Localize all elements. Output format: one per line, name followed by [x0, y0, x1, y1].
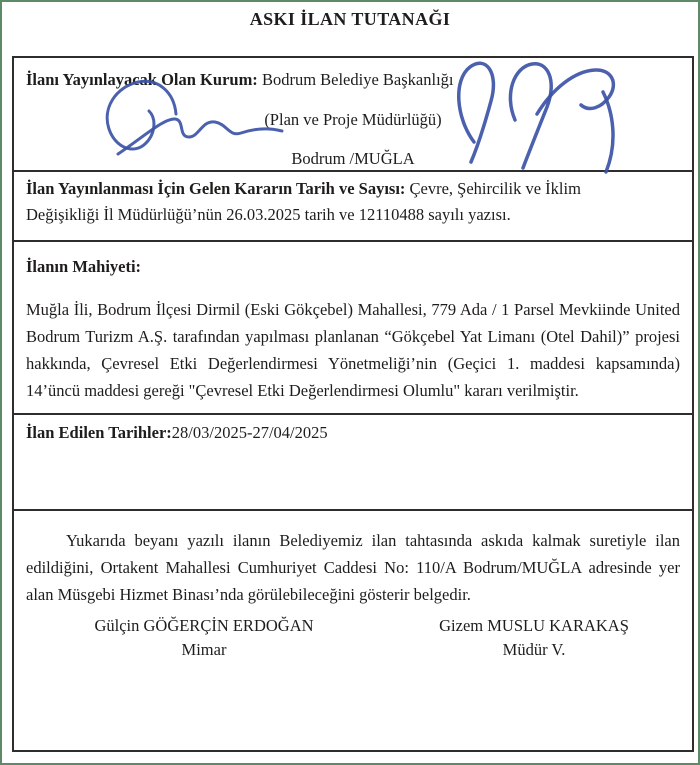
nature-body: Muğla İli, Bodrum İlçesi Dirmil (Eski Gökçebel) Mahallesi, 779 Ada / 1 Parsel Mevkiinde United Bodrum Turizm A.Ş. tarafından yapılması planlanan “Gökçebel Yat Limanı (Otel Dahil)” projesi hakkında, Çevresel Etki Değerlendirmesi Yönetmeliği’nin (Geçici 1. maddesi kapsamında) 14’üncü maddesi gereği "Çevresel Etki Değerlendirmesi Olumlu" kararı verilmiştir.	[26, 300, 680, 400]
section-announcement-nature	[14, 240, 692, 413]
signer-title: Müdür V.	[502, 640, 566, 659]
dates-line	[26, 420, 680, 446]
signature-block-left	[59, 614, 349, 662]
institution-value: Bodrum Belediye Başkanlığı	[261, 70, 454, 89]
dates-value: 28/03/2025-27/04/2025	[171, 423, 328, 442]
institution-location: Bodrum /MUĞLA	[291, 149, 415, 168]
statement-body: Yukarıda beyanı yazılı ilanın Belediyemiz ilan tahtasında askıda kalmak suretiyle ilan edildiğini, Ortakent Mahallesi Cumhuriyet Caddesi No: 110/A Bodrum/MUĞLA adresinde yer alan Müsgebi Hizmet Binası’nda görülebileceğini gösterir belgedir.	[26, 531, 680, 604]
decision-label: İlan Yayınlanması İçin Gelen Kararın Tarih ve Sayısı:	[26, 179, 406, 198]
section-decision-date-number	[14, 170, 692, 240]
nature-label: İlanın Mahiyeti:	[26, 257, 142, 276]
decision-line	[26, 176, 651, 228]
institution-line	[26, 67, 680, 93]
signer-name: Gizem MUSLU KARAKAŞ	[439, 616, 629, 635]
document-title: ASKI İLAN TUTANAĞI	[249, 9, 451, 29]
signature-block-right	[394, 614, 674, 662]
dates-label: İlan Edilen Tarihler:	[26, 423, 172, 442]
signer-name: Gülçin GÖĞERÇİN ERDOĞAN	[94, 616, 314, 635]
section-statement	[14, 509, 692, 750]
section-announcement-dates	[14, 413, 692, 509]
announcement-table	[12, 56, 694, 752]
decision-value: Çevre, Şehircilik ve İklim Değişikliği İl Müdürlüğü’nün 26.03.2025 tarih ve 12110488 sayılı yazısı.	[26, 179, 581, 224]
section-publishing-institution	[14, 58, 692, 170]
institution-department: (Plan ve Proje Müdürlüğü)	[264, 110, 442, 129]
institution-label: İlanı Yayınlayacak Olan Kurum:	[26, 70, 258, 89]
signer-title: Mimar	[181, 640, 227, 659]
